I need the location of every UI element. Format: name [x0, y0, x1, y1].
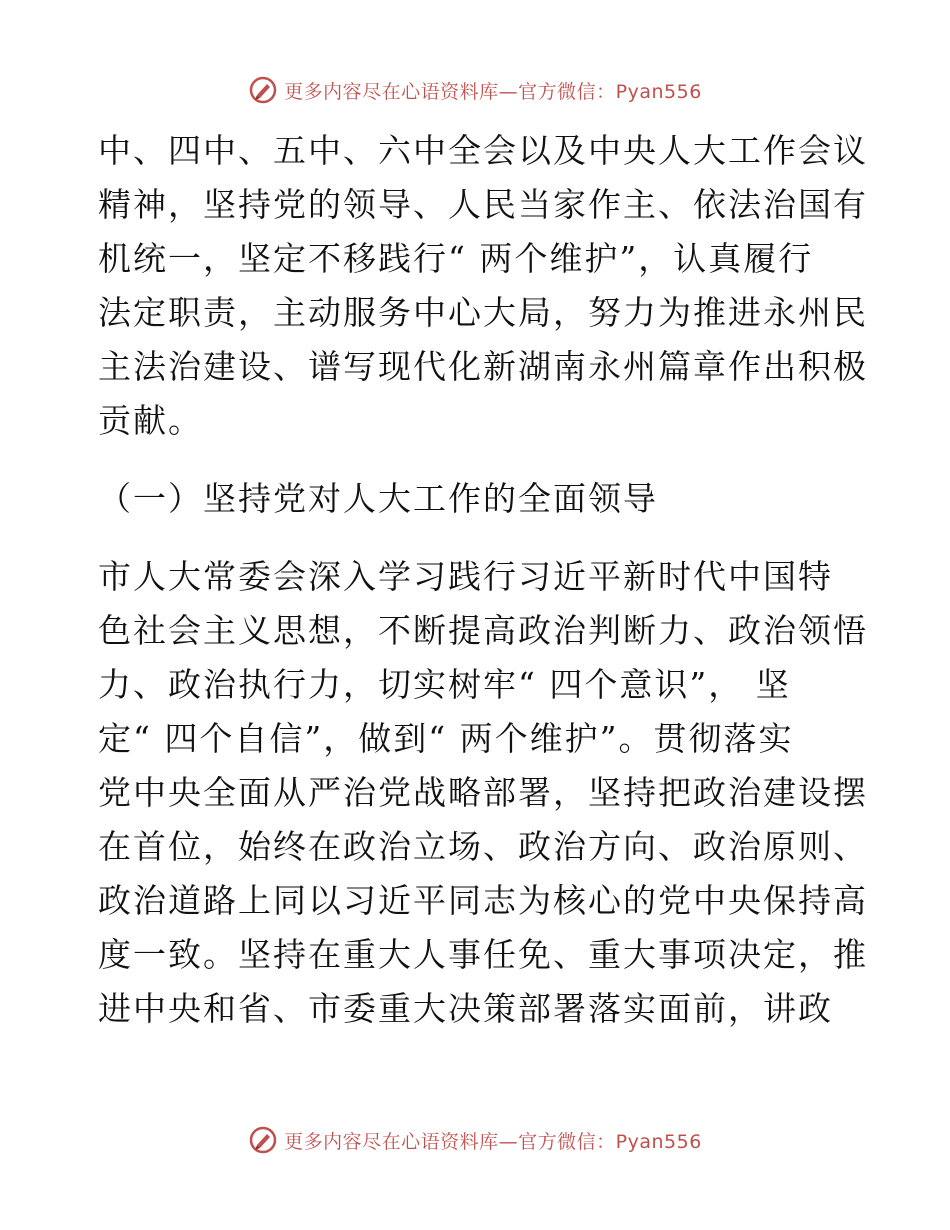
text-line: 精神，坚持党的领导、人民当家作主、依法治国有 [98, 185, 868, 224]
text-line: 主法治建设、谱写现代化新湖南永州篇章作出积极 [98, 347, 868, 386]
watermark-text: 更多内容尽在心语资料库—官方微信：Pyan556 [284, 80, 702, 103]
text-line: 机统一，坚定不移践行“ 两个维护”，认真履行 [98, 239, 814, 278]
text-line: 度一致。坚持在重大人事任免、重大事项决定，推 [98, 935, 868, 974]
pen-logo-icon [248, 75, 278, 105]
text-line: 政治道路上同以习近平同志为核心的党中央保持高 [98, 881, 868, 920]
text-line: 进中央和省、市委重大决策部署落实面前，讲政 [98, 989, 833, 1028]
section-heading: （一）坚持党对人大工作的全面领导 [98, 479, 658, 518]
footer-watermark-banner [0, 1122, 950, 1158]
text-line: 中、四中、五中、六中全会以及中央人大工作会议 [98, 131, 868, 170]
text-line: 色社会主义思想，不断提高政治判断力、政治领悟 [98, 611, 868, 650]
text-line: 贡献。 [98, 401, 203, 440]
watermark-text: 更多内容尽在心语资料库—官方微信：Pyan556 [284, 1130, 702, 1153]
paragraph-1 [98, 124, 868, 448]
text-line: 法定职责，主动服务中心大局，努力为推进永州民 [98, 293, 868, 332]
paragraph-2 [98, 550, 868, 1036]
text-line: 党中央全面从严治党战略部署，坚持把政治建设摆 [98, 773, 868, 812]
text-line: 市人大常委会深入学习践行习近平新时代中国特 [98, 557, 833, 596]
text-line: 在首位，始终在政治立场、政治方向、政治原则、 [98, 827, 868, 866]
header-watermark-banner [0, 72, 950, 108]
pen-logo-icon [248, 1125, 278, 1155]
text-line: 力、政治执行力，切实树牢“ 四个意识”， 坚 [98, 665, 791, 704]
text-line: 定“ 四个自信”，做到“ 两个维护”。贯彻落实 [98, 719, 794, 758]
document-body [98, 124, 868, 1036]
